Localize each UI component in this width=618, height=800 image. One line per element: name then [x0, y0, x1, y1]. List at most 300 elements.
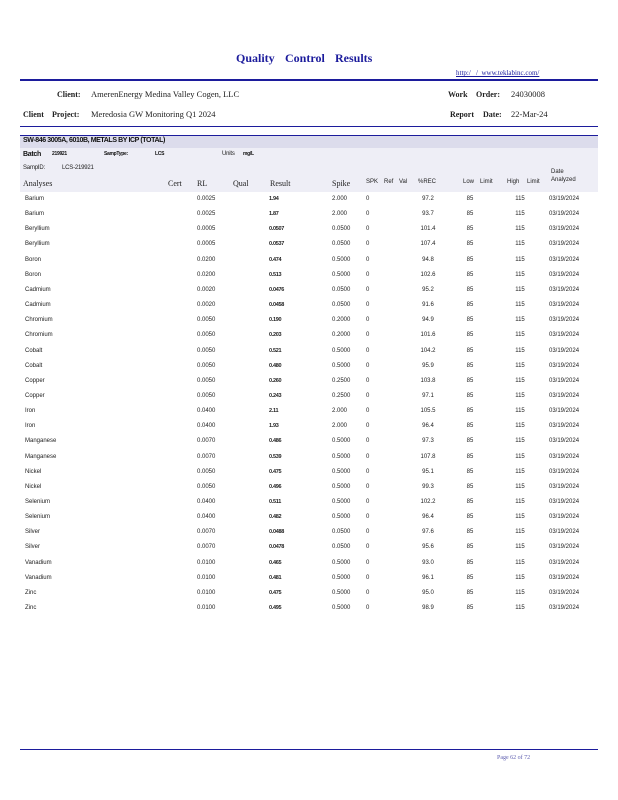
sampid-label: SampID:: [23, 165, 45, 171]
low-limit-cell: 85: [466, 332, 474, 339]
table-row: [20, 208, 598, 223]
title-quality: Quality: [236, 51, 275, 65]
table-row: [20, 420, 598, 435]
date-analyzed-cell: 03/19/2024: [549, 392, 580, 399]
method-title: SW-846 3005A, 6010B, METALS BY ICP (TOTAL): [23, 137, 165, 144]
report-date-value: 22-Mar-24: [511, 109, 548, 119]
table-row: [20, 405, 598, 420]
ref-val-cell: 0: [366, 362, 370, 369]
rl-cell: 0.0050: [197, 332, 216, 339]
result-cell: 0.521: [269, 347, 282, 354]
rl-cell: 0.0200: [197, 256, 216, 263]
ref-val-cell: 0: [366, 271, 370, 278]
date-analyzed-cell: 03/19/2024: [549, 529, 580, 536]
low-limit-cell: 85: [466, 544, 474, 551]
ref-val-cell: 0: [366, 302, 370, 309]
ref-val-cell: 0: [366, 196, 370, 202]
result-cell: 0.0458: [269, 302, 285, 309]
ref-val-cell: 0: [366, 408, 370, 415]
rec-cell: 101.6: [420, 332, 436, 339]
date-analyzed-cell: 03/19/2024: [549, 302, 580, 309]
rl-cell: 0.0005: [197, 226, 216, 233]
spike-cell: 0.5000: [332, 574, 351, 581]
date-analyzed-cell: 03/19/2024: [549, 453, 580, 460]
ref-val-cell: 0: [366, 286, 370, 293]
col-date: Date: [551, 169, 564, 175]
rec-cell: 105.5: [420, 408, 436, 415]
rl-cell: 0.0400: [197, 514, 216, 521]
result-cell: 0.203: [269, 332, 282, 339]
high-limit-cell: 115: [515, 226, 525, 233]
table-row: [20, 238, 598, 253]
table-row: [20, 557, 598, 572]
ref-val-cell: 0: [366, 377, 370, 384]
rl-cell: 0.0025: [197, 196, 216, 202]
high-limit-cell: 115: [515, 196, 525, 202]
high-limit-cell: 115: [515, 605, 525, 612]
analyte-cell: Silver: [25, 544, 41, 551]
rl-cell: 0.0070: [197, 529, 216, 536]
rec-cell: 96.1: [422, 574, 434, 581]
low-limit-cell: 85: [466, 574, 474, 581]
rec-cell: 97.1: [422, 392, 434, 399]
ref-val-cell: 0: [366, 605, 370, 612]
col-cert: Cert: [168, 179, 182, 188]
low-limit-cell: 85: [466, 377, 474, 384]
method-band: [20, 135, 598, 148]
ref-val-cell: 0: [366, 226, 370, 233]
work-label: Work: [448, 90, 468, 99]
date-analyzed-cell: 03/19/2024: [549, 514, 580, 521]
batch-label: Batch: [23, 151, 41, 158]
rl-cell: 0.0200: [197, 271, 216, 278]
spike-cell: 0.0500: [332, 302, 351, 309]
low-limit-cell: 85: [466, 559, 474, 566]
order-label: Order:: [476, 90, 500, 99]
table-row: [20, 284, 598, 299]
rl-cell: 0.0400: [197, 408, 216, 415]
col-result: Result: [270, 179, 291, 188]
client-project-label-b: Project:: [52, 110, 80, 119]
ref-val-cell: 0: [366, 499, 370, 505]
ref-val-cell: 0: [366, 438, 370, 445]
col-rl: RL: [197, 179, 208, 188]
date-analyzed-cell: 03/19/2024: [549, 347, 580, 354]
analyte-cell: Beryllium: [25, 241, 50, 248]
rec-cell: 98.9: [422, 605, 434, 612]
analyte-cell: Zinc: [25, 605, 37, 612]
date-analyzed-cell: 03/19/2024: [549, 574, 580, 581]
analyte-cell: Silver: [25, 529, 41, 536]
low-limit-cell: 85: [466, 256, 474, 263]
rec-cell: 102.2: [420, 499, 436, 505]
title-control: Control: [285, 51, 325, 65]
low-limit-cell: 85: [466, 468, 474, 475]
date-analyzed-cell: 03/19/2024: [549, 408, 580, 415]
ref-val-cell: 0: [366, 574, 370, 581]
table-row: [20, 466, 598, 481]
rec-cell: 95.6: [422, 544, 434, 551]
spike-cell: 0.0500: [332, 286, 351, 293]
low-limit-cell: 85: [466, 286, 474, 293]
result-cell: 0.480: [269, 362, 282, 369]
date-analyzed-cell: 03/19/2024: [549, 605, 580, 612]
analyte-cell: Vanadium: [25, 559, 52, 566]
result-cell: 0.465: [269, 559, 282, 566]
rl-cell: 0.0050: [197, 483, 216, 490]
rec-cell: 101.4: [420, 226, 436, 233]
table-row: [20, 602, 598, 617]
low-limit-cell: 85: [466, 408, 474, 415]
analyte-cell: Zinc: [25, 589, 37, 596]
spike-cell: 0.5000: [332, 347, 351, 354]
analyte-cell: Iron: [25, 408, 36, 415]
result-cell: 0.539: [269, 453, 282, 460]
high-limit-cell: 115: [515, 544, 525, 551]
ref-val-cell: 0: [366, 317, 370, 324]
low-limit-cell: 85: [466, 271, 474, 278]
result-cell: 0.475: [269, 468, 282, 475]
date-analyzed-cell: 03/19/2024: [549, 423, 580, 430]
spike-cell: 0.5000: [332, 514, 351, 521]
low-limit-cell: 85: [466, 453, 474, 460]
table-row: [20, 526, 598, 541]
spike-cell: 0.0500: [332, 544, 351, 551]
col-low-limit: Limit: [480, 179, 493, 185]
high-limit-cell: 115: [515, 408, 525, 415]
result-cell: 0.475: [269, 589, 282, 596]
ref-val-cell: 0: [366, 483, 370, 490]
spike-cell: 0.0500: [332, 226, 351, 233]
high-limit-cell: 115: [515, 499, 525, 505]
result-cell: 0.486: [269, 438, 282, 445]
rec-cell: 97.2: [422, 196, 434, 202]
table-row: [20, 375, 598, 390]
spike-cell: 0.5000: [332, 271, 351, 278]
rl-cell: 0.0070: [197, 438, 216, 445]
table-row: [20, 481, 598, 496]
low-limit-cell: 85: [466, 302, 474, 309]
low-limit-cell: 85: [466, 362, 474, 369]
result-cell: 2.11: [269, 408, 279, 415]
table-row: [20, 451, 598, 466]
spike-cell: 2.000: [332, 423, 348, 430]
high-limit-cell: 115: [515, 377, 525, 384]
rec-cell: 99.3: [422, 483, 434, 490]
date-analyzed-cell: 03/19/2024: [549, 271, 580, 278]
table-row: [20, 511, 598, 526]
low-limit-cell: 85: [466, 392, 474, 399]
spike-cell: 0.5000: [332, 605, 351, 612]
rl-cell: 0.0050: [197, 468, 216, 475]
high-limit-cell: 115: [515, 483, 525, 490]
table-row: [20, 496, 598, 511]
batch-block: [20, 148, 598, 192]
date-analyzed-cell: 03/19/2024: [549, 589, 580, 596]
ref-val-cell: 0: [366, 211, 370, 218]
high-limit-cell: 115: [515, 211, 525, 218]
rec-cell: 95.2: [422, 286, 434, 293]
rl-cell: 0.0020: [197, 286, 216, 293]
col-high: High: [507, 179, 520, 185]
spike-cell: 0.5000: [332, 438, 351, 445]
table-row: [20, 435, 598, 450]
spike-cell: 0.2500: [332, 392, 351, 399]
low-limit-cell: 85: [466, 483, 474, 490]
high-limit-cell: 115: [515, 317, 525, 324]
date-analyzed-cell: 03/19/2024: [549, 332, 580, 339]
analyte-cell: Selenium: [25, 514, 51, 521]
rec-cell: 95.0: [422, 589, 434, 596]
low-limit-cell: 85: [466, 241, 474, 248]
analyte-cell: Copper: [25, 392, 45, 399]
ref-val-cell: 0: [366, 241, 370, 248]
date-analyzed-cell: 03/19/2024: [549, 377, 580, 384]
result-cell: 1.87: [269, 211, 279, 218]
result-cell: 1.94: [269, 196, 279, 202]
spike-cell: 0.5000: [332, 453, 351, 460]
header-top-rule: [20, 79, 598, 81]
date-analyzed-cell: 03/19/2024: [549, 286, 580, 293]
high-limit-cell: 115: [515, 241, 525, 248]
result-cell: 0.495: [269, 605, 282, 612]
spike-cell: 0.0500: [332, 529, 351, 536]
spike-cell: 0.5000: [332, 362, 351, 369]
high-limit-cell: 115: [515, 347, 525, 354]
rec-cell: 94.8: [422, 256, 434, 263]
ref-val-cell: 0: [366, 559, 370, 566]
rec-cell: 104.2: [420, 347, 436, 354]
spike-cell: 0.5000: [332, 483, 351, 490]
low-limit-cell: 85: [466, 589, 474, 596]
client-value: AmerenEnergy Medina Valley Cogen, LLC: [91, 89, 240, 99]
analyte-cell: Copper: [25, 377, 45, 384]
samptype-value: LCS: [155, 151, 165, 157]
date-analyzed-cell: 03/19/2024: [549, 544, 580, 551]
col-analyses: Analyses: [23, 179, 53, 188]
high-limit-cell: 115: [515, 256, 525, 263]
rl-cell: 0.0005: [197, 241, 216, 248]
ref-val-cell: 0: [366, 468, 370, 475]
sampid-value: LCS-219921: [62, 165, 94, 171]
date-analyzed-cell: 03/19/2024: [549, 196, 580, 202]
low-limit-cell: 85: [466, 211, 474, 218]
ref-val-cell: 0: [366, 332, 370, 339]
rec-cell: 96.4: [422, 514, 434, 521]
analyte-cell: Selenium: [25, 499, 51, 505]
col-spk: SPK: [366, 179, 379, 185]
rec-cell: 95.1: [422, 468, 434, 475]
rl-cell: 0.0400: [197, 499, 216, 505]
analyte-cell: Iron: [25, 423, 36, 430]
table-row: [20, 390, 598, 405]
analyte-cell: Vanadium: [25, 574, 52, 581]
result-cell: 0.511: [269, 499, 281, 505]
result-cell: 0.0476: [269, 286, 285, 293]
date-analyzed-cell: 03/19/2024: [549, 438, 580, 445]
spike-cell: 0.5000: [332, 256, 351, 263]
high-limit-cell: 115: [515, 453, 525, 460]
ref-val-cell: 0: [366, 347, 370, 354]
spike-cell: 0.2500: [332, 377, 351, 384]
low-limit-cell: 85: [466, 499, 474, 505]
ref-val-cell: 0: [366, 514, 370, 521]
result-cell: 0.481: [269, 574, 282, 581]
table-row: [20, 193, 598, 208]
rl-cell: 0.0025: [197, 211, 216, 218]
result-cell: 0.0488: [269, 529, 285, 536]
ref-val-cell: 0: [366, 589, 370, 596]
rec-cell: 93.7: [422, 211, 434, 218]
high-limit-cell: 115: [515, 574, 525, 581]
result-cell: 0.260: [269, 377, 282, 384]
report-label: Report: [450, 110, 474, 119]
result-cell: 0.0507: [269, 226, 285, 233]
spike-cell: 0.5000: [332, 589, 351, 596]
result-cell: 0.243: [269, 392, 282, 399]
result-cell: 0.0537: [269, 241, 285, 248]
analyte-cell: Chromium: [25, 332, 53, 339]
col-spike: Spike: [332, 179, 351, 188]
low-limit-cell: 85: [466, 438, 474, 445]
analyte-cell: Manganese: [25, 438, 57, 445]
date-analyzed-cell: 03/19/2024: [549, 241, 580, 248]
high-limit-cell: 115: [515, 302, 525, 309]
rec-cell: 95.9: [422, 362, 434, 369]
units-label: Units: [222, 151, 235, 157]
low-limit-cell: 85: [466, 317, 474, 324]
analyte-cell: Cadmium: [25, 286, 51, 293]
spike-cell: 0.5000: [332, 468, 351, 475]
rec-cell: 103.8: [420, 377, 436, 384]
client-label: Client:: [57, 90, 81, 99]
rec-cell: 94.9: [422, 317, 434, 324]
rl-cell: 0.0050: [197, 392, 216, 399]
col-low: Low: [463, 179, 475, 185]
header-bottom-rule: [20, 126, 598, 127]
col-rec: %REC: [418, 179, 437, 185]
table-row: [20, 269, 598, 284]
low-limit-cell: 85: [466, 514, 474, 521]
col-high-limit: Limit: [527, 179, 540, 185]
col-ref: Ref: [384, 179, 394, 185]
rl-cell: 0.0050: [197, 317, 216, 324]
rec-cell: 107.8: [420, 453, 436, 460]
date-analyzed-cell: 03/19/2024: [549, 499, 580, 505]
table-row: [20, 223, 598, 238]
high-limit-cell: 115: [515, 332, 525, 339]
analyte-cell: Cadmium: [25, 302, 51, 309]
low-limit-cell: 85: [466, 529, 474, 536]
analyte-cell: Barium: [25, 196, 45, 202]
high-limit-cell: 115: [515, 438, 525, 445]
rec-cell: 97.3: [422, 438, 434, 445]
high-limit-cell: 115: [515, 589, 525, 596]
table-row: [20, 541, 598, 556]
lab-website-link[interactable]: http:/ / www.teklabinc.com/: [456, 69, 540, 77]
rec-cell: 107.4: [420, 241, 436, 248]
ref-val-cell: 0: [366, 529, 370, 536]
col-analyzed: Analyzed: [551, 177, 576, 183]
result-cell: 0.190: [269, 317, 282, 324]
analyte-cell: Nickel: [25, 483, 42, 490]
rl-cell: 0.0050: [197, 362, 216, 369]
spike-cell: 0.5000: [332, 559, 351, 566]
high-limit-cell: 115: [515, 514, 525, 521]
low-limit-cell: 85: [466, 226, 474, 233]
date-analyzed-cell: 03/19/2024: [549, 226, 580, 233]
rl-cell: 0.0070: [197, 453, 216, 460]
result-cell: 0.513: [269, 271, 282, 278]
col-val: Val: [399, 179, 408, 185]
date-analyzed-cell: 03/19/2024: [549, 362, 580, 369]
project-value: Meredosia GW Monitoring Q1 2024: [91, 109, 216, 119]
date-analyzed-cell: 03/19/2024: [549, 211, 580, 218]
table-row: [20, 314, 598, 329]
client-project-label-a: Client: [23, 110, 44, 119]
rl-cell: 0.0020: [197, 302, 216, 309]
result-cell: 0.0478: [269, 544, 285, 551]
high-limit-cell: 115: [515, 468, 525, 475]
table-row: [20, 587, 598, 602]
col-qual: Qual: [233, 179, 249, 188]
spike-cell: 0.0500: [332, 241, 351, 248]
analyte-cell: Cobalt: [25, 347, 43, 354]
ref-val-cell: 0: [366, 256, 370, 263]
date-analyzed-cell: 03/19/2024: [549, 468, 580, 475]
rl-cell: 0.0050: [197, 377, 216, 384]
table-row: [20, 572, 598, 587]
table-row: [20, 299, 598, 314]
footer-rule: [20, 749, 598, 750]
rl-cell: 0.0100: [197, 574, 216, 581]
rec-cell: 97.6: [422, 529, 434, 536]
rl-cell: 0.0100: [197, 605, 216, 612]
analyte-cell: Cobalt: [25, 362, 43, 369]
rec-cell: 93.0: [422, 559, 434, 566]
analyte-cell: Manganese: [25, 453, 57, 460]
analyte-cell: Barium: [25, 211, 45, 218]
batch-value: 219921: [52, 151, 67, 157]
rl-cell: 0.0100: [197, 559, 216, 566]
date-analyzed-cell: 03/19/2024: [549, 317, 580, 324]
date-analyzed-cell: 03/19/2024: [549, 483, 580, 490]
analyte-cell: Beryllium: [25, 226, 50, 233]
ref-val-cell: 0: [366, 544, 370, 551]
high-limit-cell: 115: [515, 392, 525, 399]
rl-cell: 0.0050: [197, 347, 216, 354]
ref-val-cell: 0: [366, 392, 370, 399]
ref-val-cell: 0: [366, 453, 370, 460]
units-value: mg/L: [243, 151, 254, 157]
result-cell: 0.496: [269, 483, 282, 490]
table-row: [20, 345, 598, 360]
low-limit-cell: 85: [466, 605, 474, 612]
spike-cell: 0.2000: [332, 332, 351, 339]
date-analyzed-cell: 03/19/2024: [549, 256, 580, 263]
high-limit-cell: 115: [515, 286, 525, 293]
ref-val-cell: 0: [366, 423, 370, 430]
low-limit-cell: 85: [466, 196, 474, 202]
rec-cell: 91.6: [422, 302, 434, 309]
analyte-cell: Boron: [25, 256, 42, 263]
high-limit-cell: 115: [515, 271, 525, 278]
high-limit-cell: 115: [515, 362, 525, 369]
analyte-cell: Nickel: [25, 468, 42, 475]
date-label: Date:: [483, 110, 502, 119]
spike-cell: 2.000: [332, 408, 348, 415]
high-limit-cell: 115: [515, 423, 525, 430]
